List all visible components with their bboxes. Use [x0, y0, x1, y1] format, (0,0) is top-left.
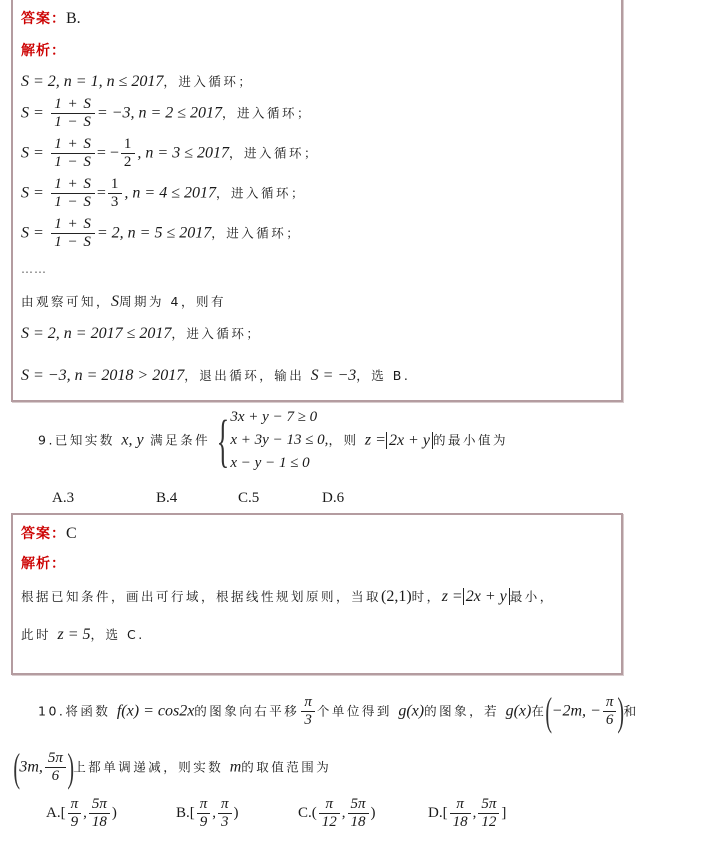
step-rhs: = −3, n = 2 ≤ 2017: [96, 104, 223, 122]
g-expr: g(x): [398, 702, 425, 720]
q9-options: [52, 490, 652, 510]
observation-text: 由观察可知，: [21, 294, 112, 309]
var-m: m: [229, 758, 242, 776]
q9-analysis-label-row: [21, 553, 66, 573]
q8-step-5: [21, 216, 301, 251]
interval-expr: −2m, −: [551, 702, 601, 720]
q8-solution-box: [11, 0, 623, 402]
ellipsis: ……: [21, 262, 47, 276]
step-text: ，进入循环；: [163, 74, 254, 89]
function-expr: f(x) = cos2x: [116, 702, 195, 720]
fraction: [51, 176, 95, 211]
z-expr: z =: [441, 588, 463, 605]
condition: x − y − 1 ≤ 0: [230, 455, 310, 471]
denominator: 2: [123, 154, 133, 170]
analysis-label: 解析：: [21, 556, 66, 572]
q8-step-2: [21, 96, 312, 131]
q10-text: 个单位得到: [316, 703, 399, 719]
q10-text: 的取值范围为: [241, 759, 332, 775]
q8-step-1: [21, 72, 253, 91]
denominator: 1 − S: [54, 234, 92, 250]
step-eq: =: [96, 184, 106, 202]
denominator: 6: [51, 768, 60, 784]
analysis-text: 最小，: [509, 589, 555, 604]
numerator: 1 + S: [51, 96, 95, 114]
fraction: [121, 136, 136, 171]
q10-question-line-2: [14, 744, 331, 791]
numerator: 1 + S: [51, 216, 95, 234]
observation-var: S: [111, 293, 120, 310]
q10-text: 上都单调递减，则实数: [73, 759, 230, 775]
fraction: [45, 750, 66, 785]
analysis-label: 解析：: [21, 43, 66, 59]
q9-answer-row: [21, 523, 77, 543]
left-paren-icon: (: [545, 689, 553, 734]
step-text: ，选 B.: [356, 368, 411, 383]
option-c[interactable]: C.5: [238, 490, 260, 506]
q8-analysis-label-row: [21, 40, 66, 60]
abs-expr: 2x + y: [463, 588, 510, 605]
q10-options: [46, 796, 686, 840]
denominator: 6: [605, 712, 614, 728]
denominator: 1 − S: [54, 154, 92, 170]
step-text: ，进入循环；: [222, 105, 313, 121]
numerator: 1: [121, 136, 136, 154]
q9-then: ，则: [328, 432, 365, 448]
q9-suffix: 的最小值为: [432, 432, 508, 448]
option-d[interactable]: D.6: [322, 490, 345, 506]
answer-label: 答案：: [21, 11, 66, 27]
z-expr: z =: [364, 431, 386, 449]
answer-value: B.: [66, 10, 81, 27]
step-lhs: S =: [21, 104, 44, 122]
step-math: S = 2, n = 2017 ≤ 2017: [21, 325, 172, 342]
option-a[interactable]: A.3: [52, 490, 75, 506]
condition-system: [215, 406, 329, 475]
q9-analysis-line-1: [21, 587, 555, 606]
q9-solution-box: [11, 513, 623, 675]
option-b[interactable]: B.[ $\frac{\pi}{9}$ , $\frac{\pi}{3}$ ): [176, 796, 239, 830]
step-math: S = −3, n = 2018 > 2017: [21, 367, 185, 384]
q8-step-3: [21, 136, 319, 171]
numerator: 5π: [45, 750, 66, 768]
step-rhs: , n = 4 ≤ 2017: [124, 184, 216, 202]
option-d[interactable]: D.[ $\frac{\pi}{18}$ , $\frac{5\pi}{12}$ ]: [428, 796, 507, 830]
q10-question-line-1: [38, 688, 639, 735]
g-expr: g(x): [505, 702, 532, 720]
fraction: [603, 694, 617, 729]
denominator: 1 − S: [54, 194, 92, 210]
q8-step-6: [21, 324, 261, 343]
answer-value: C: [66, 525, 77, 542]
step-text: ，进入循环；: [215, 185, 306, 201]
numerator: 1 + S: [51, 176, 95, 194]
q8-observation: [21, 292, 226, 311]
q10-text: 的图象向右平移: [194, 703, 300, 719]
right-paren-icon: ): [67, 745, 74, 790]
step-math: S = −3: [310, 367, 357, 384]
q9-vars: x, y: [121, 431, 144, 449]
abs-expr: 2x + y: [386, 432, 433, 449]
step-math: S = 2, n = 1, n ≤ 2017: [21, 73, 164, 90]
q9-prefix: 9.已知实数: [38, 432, 122, 448]
numerator: 1: [108, 176, 123, 194]
step-rhs: , n = 3 ≤ 2017: [137, 144, 229, 162]
step-text: ，进入循环；: [171, 326, 262, 341]
step-eq: = −: [96, 144, 119, 162]
analysis-text: 此时: [21, 627, 58, 642]
observation-text: 周期为 4，则有: [119, 294, 226, 309]
analysis-math: z = 5: [57, 626, 91, 643]
analysis-text: 时，: [411, 589, 442, 604]
q9-analysis-line-2: [21, 625, 145, 644]
fraction: [51, 216, 95, 251]
numerator: 1 + S: [51, 136, 95, 154]
option-a[interactable]: A.[ $\frac{\pi}{9}$ , $\frac{5\pi}{18}$ ): [46, 796, 117, 830]
q8-step-4: [21, 176, 306, 211]
option-b[interactable]: B.4: [156, 490, 178, 506]
fraction: [51, 136, 95, 171]
q9-question: [38, 406, 508, 475]
q8-answer-row: [21, 8, 81, 28]
point: (2,1): [381, 588, 412, 605]
answer-label: 答案：: [21, 526, 66, 542]
denominator: 1 − S: [54, 114, 92, 130]
condition: x + 3y − 13 ≤ 0,: [230, 432, 329, 448]
step-lhs: S =: [21, 224, 44, 242]
q10-text: 和: [623, 703, 639, 719]
numerator: π: [301, 694, 315, 712]
analysis-text: ，选 C.: [90, 627, 145, 642]
fraction: [301, 694, 315, 729]
step-text: ，进入循环；: [211, 225, 302, 241]
numerator: π: [603, 694, 617, 712]
step-lhs: S =: [21, 144, 44, 162]
q10-prefix: 10.将函数: [38, 703, 117, 719]
interval-expr: 3m,: [19, 758, 43, 776]
step-text: ，进入循环；: [229, 145, 320, 161]
q10-text: 在: [531, 703, 547, 719]
q9-mid: 满足条件: [143, 432, 211, 448]
fraction: [108, 176, 123, 211]
step-lhs: S =: [21, 184, 44, 202]
denominator: 3: [110, 194, 120, 210]
condition: 3x + y − 7 ≥ 0: [230, 409, 318, 425]
right-paren-icon: ): [617, 689, 625, 734]
step-text: ，退出循环，输出: [184, 368, 311, 383]
denominator: 3: [304, 712, 312, 728]
step-rhs: = 2, n = 5 ≤ 2017: [96, 224, 212, 242]
fraction: [51, 96, 95, 131]
q10-text: 的图象，若: [424, 703, 506, 719]
option-c[interactable]: C.( $\frac{\pi}{12}$ , $\frac{5\pi}{18}$ ): [298, 796, 376, 830]
analysis-text: 根据已知条件，画出可行域，根据线性规划原则，当取: [21, 589, 382, 604]
q8-step-7: [21, 366, 410, 385]
left-paren-icon: (: [13, 745, 20, 790]
left-brace-icon: {: [216, 407, 229, 473]
